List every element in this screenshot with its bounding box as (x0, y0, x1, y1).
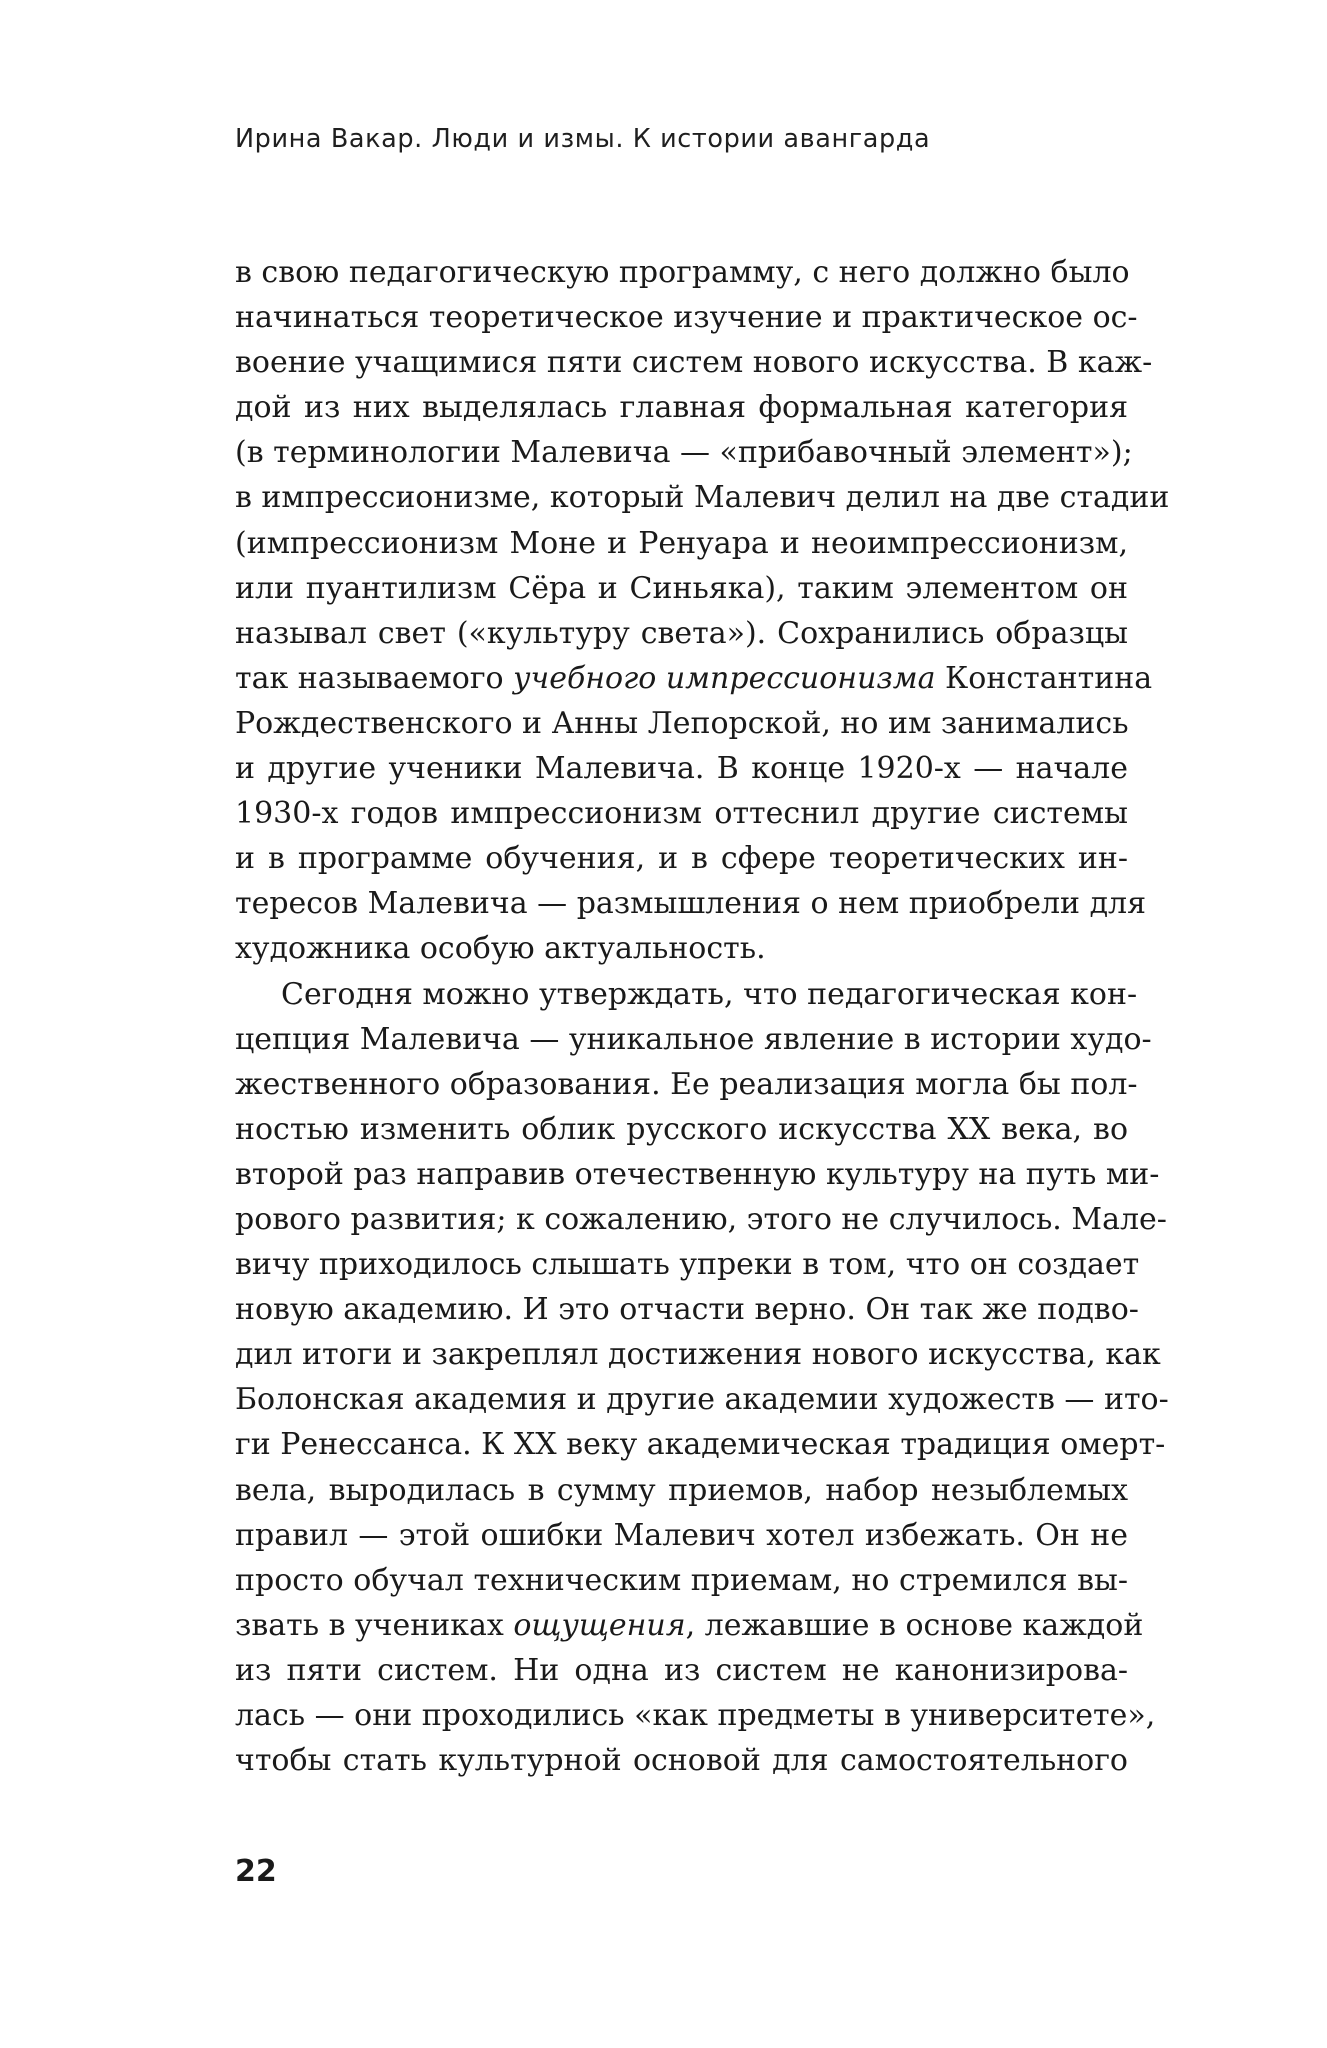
text-segment: так называемого (235, 660, 514, 696)
text-line: (импрессионизм Моне и Ренуара и неоимпрессионизм, (235, 525, 1128, 561)
page-number: 22 (235, 1854, 277, 1889)
text-line: рового развития; к сожалению, этого не случилось. Мале- (235, 1201, 1167, 1237)
text-line: воение учащимися пяти систем нового искусства. В каж- (235, 345, 1153, 381)
text-line: вела, выродилась в сумму приемов, набор незыблемых (235, 1472, 1128, 1508)
text-line: в импрессионизме, который Малевич делил на две стадии (235, 480, 1170, 516)
text-line: из пяти систем. Ни одна из систем не канонизирова- (235, 1652, 1128, 1688)
text-line: цепция Малевича — уникальное явление в истории худо- (235, 1021, 1152, 1057)
text-line: дой из них выделялась главная формальная категория (235, 390, 1128, 426)
text-line: 1930-х годов импрессионизм оттеснил другие системы (235, 796, 1128, 832)
text-line: просто обучал техническим приемам, но стремился вы- (235, 1562, 1128, 1598)
italic-term: учебного импрессионизма (513, 660, 936, 696)
text-segment: звать в учениках (235, 1607, 514, 1643)
text-line: Сегодня можно утверждать, что педагогическая кон- (281, 976, 1138, 1012)
text-line: и другие ученики Малевича. В конце 1920-х — начале (235, 751, 1128, 787)
text-line (235, 656, 1153, 701)
text-line: вичу приходилось слышать упреки в том, что он создает (235, 1247, 1140, 1283)
italic-term: ощущения (513, 1607, 686, 1643)
text-line: Рождественского и Анны Лепорской, но им занимались (235, 705, 1129, 741)
text-line: правил — этой ошибки Малевич хотел избежать. Он не (235, 1517, 1128, 1553)
text-line: (в терминологии Малевича — «прибавочный элемент»); (235, 435, 1133, 471)
text-line: ностью изменить облик русского искусства XX века, во (235, 1111, 1128, 1147)
body-text (235, 250, 1170, 1783)
text-line: художника особую актуальность. (235, 931, 766, 967)
text-line: чтобы стать культурной основой для самостоятельного (235, 1743, 1128, 1779)
text-line: лась — они проходились «как предметы в университете», (235, 1698, 1156, 1733)
text-line: тересов Малевича — размышления о нем приобрели для (235, 886, 1147, 922)
text-line (235, 1603, 1144, 1648)
text-line: второй раз направив отечественную культуру на путь ми- (235, 1156, 1160, 1192)
running-head: Ирина Вакар. Люди и измы. К истории авангарда (235, 124, 931, 154)
text-segment: Константина (935, 660, 1153, 696)
text-line: в свою педагогическую программу, с него должно было (235, 255, 1130, 290)
text-line: новую академию. И это отчасти верно. Он так же подво- (235, 1292, 1139, 1328)
text-line: Болонская академия и другие академии художеств — ито- (235, 1382, 1169, 1418)
text-line: или пуантилизм Сёра и Синьяка), таким элементом он (235, 570, 1128, 606)
text-line: ги Ренессанса. К XX веку академическая традиция омерт- (235, 1427, 1166, 1463)
text-line: жественного образования. Ее реализация могла бы пол- (235, 1066, 1138, 1102)
text-line: дил итоги и закреплял достижения нового искусства, как (235, 1337, 1161, 1373)
text-segment: , лежавшие в основе каждой (685, 1607, 1144, 1643)
text-line: и в программе обучения, и в сфере теоретических ин- (235, 841, 1128, 877)
text-line: называл свет («культуру света»). Сохранились образцы (235, 615, 1128, 651)
text-line: начинаться теоретическое изучение и практическое ос- (235, 300, 1138, 336)
